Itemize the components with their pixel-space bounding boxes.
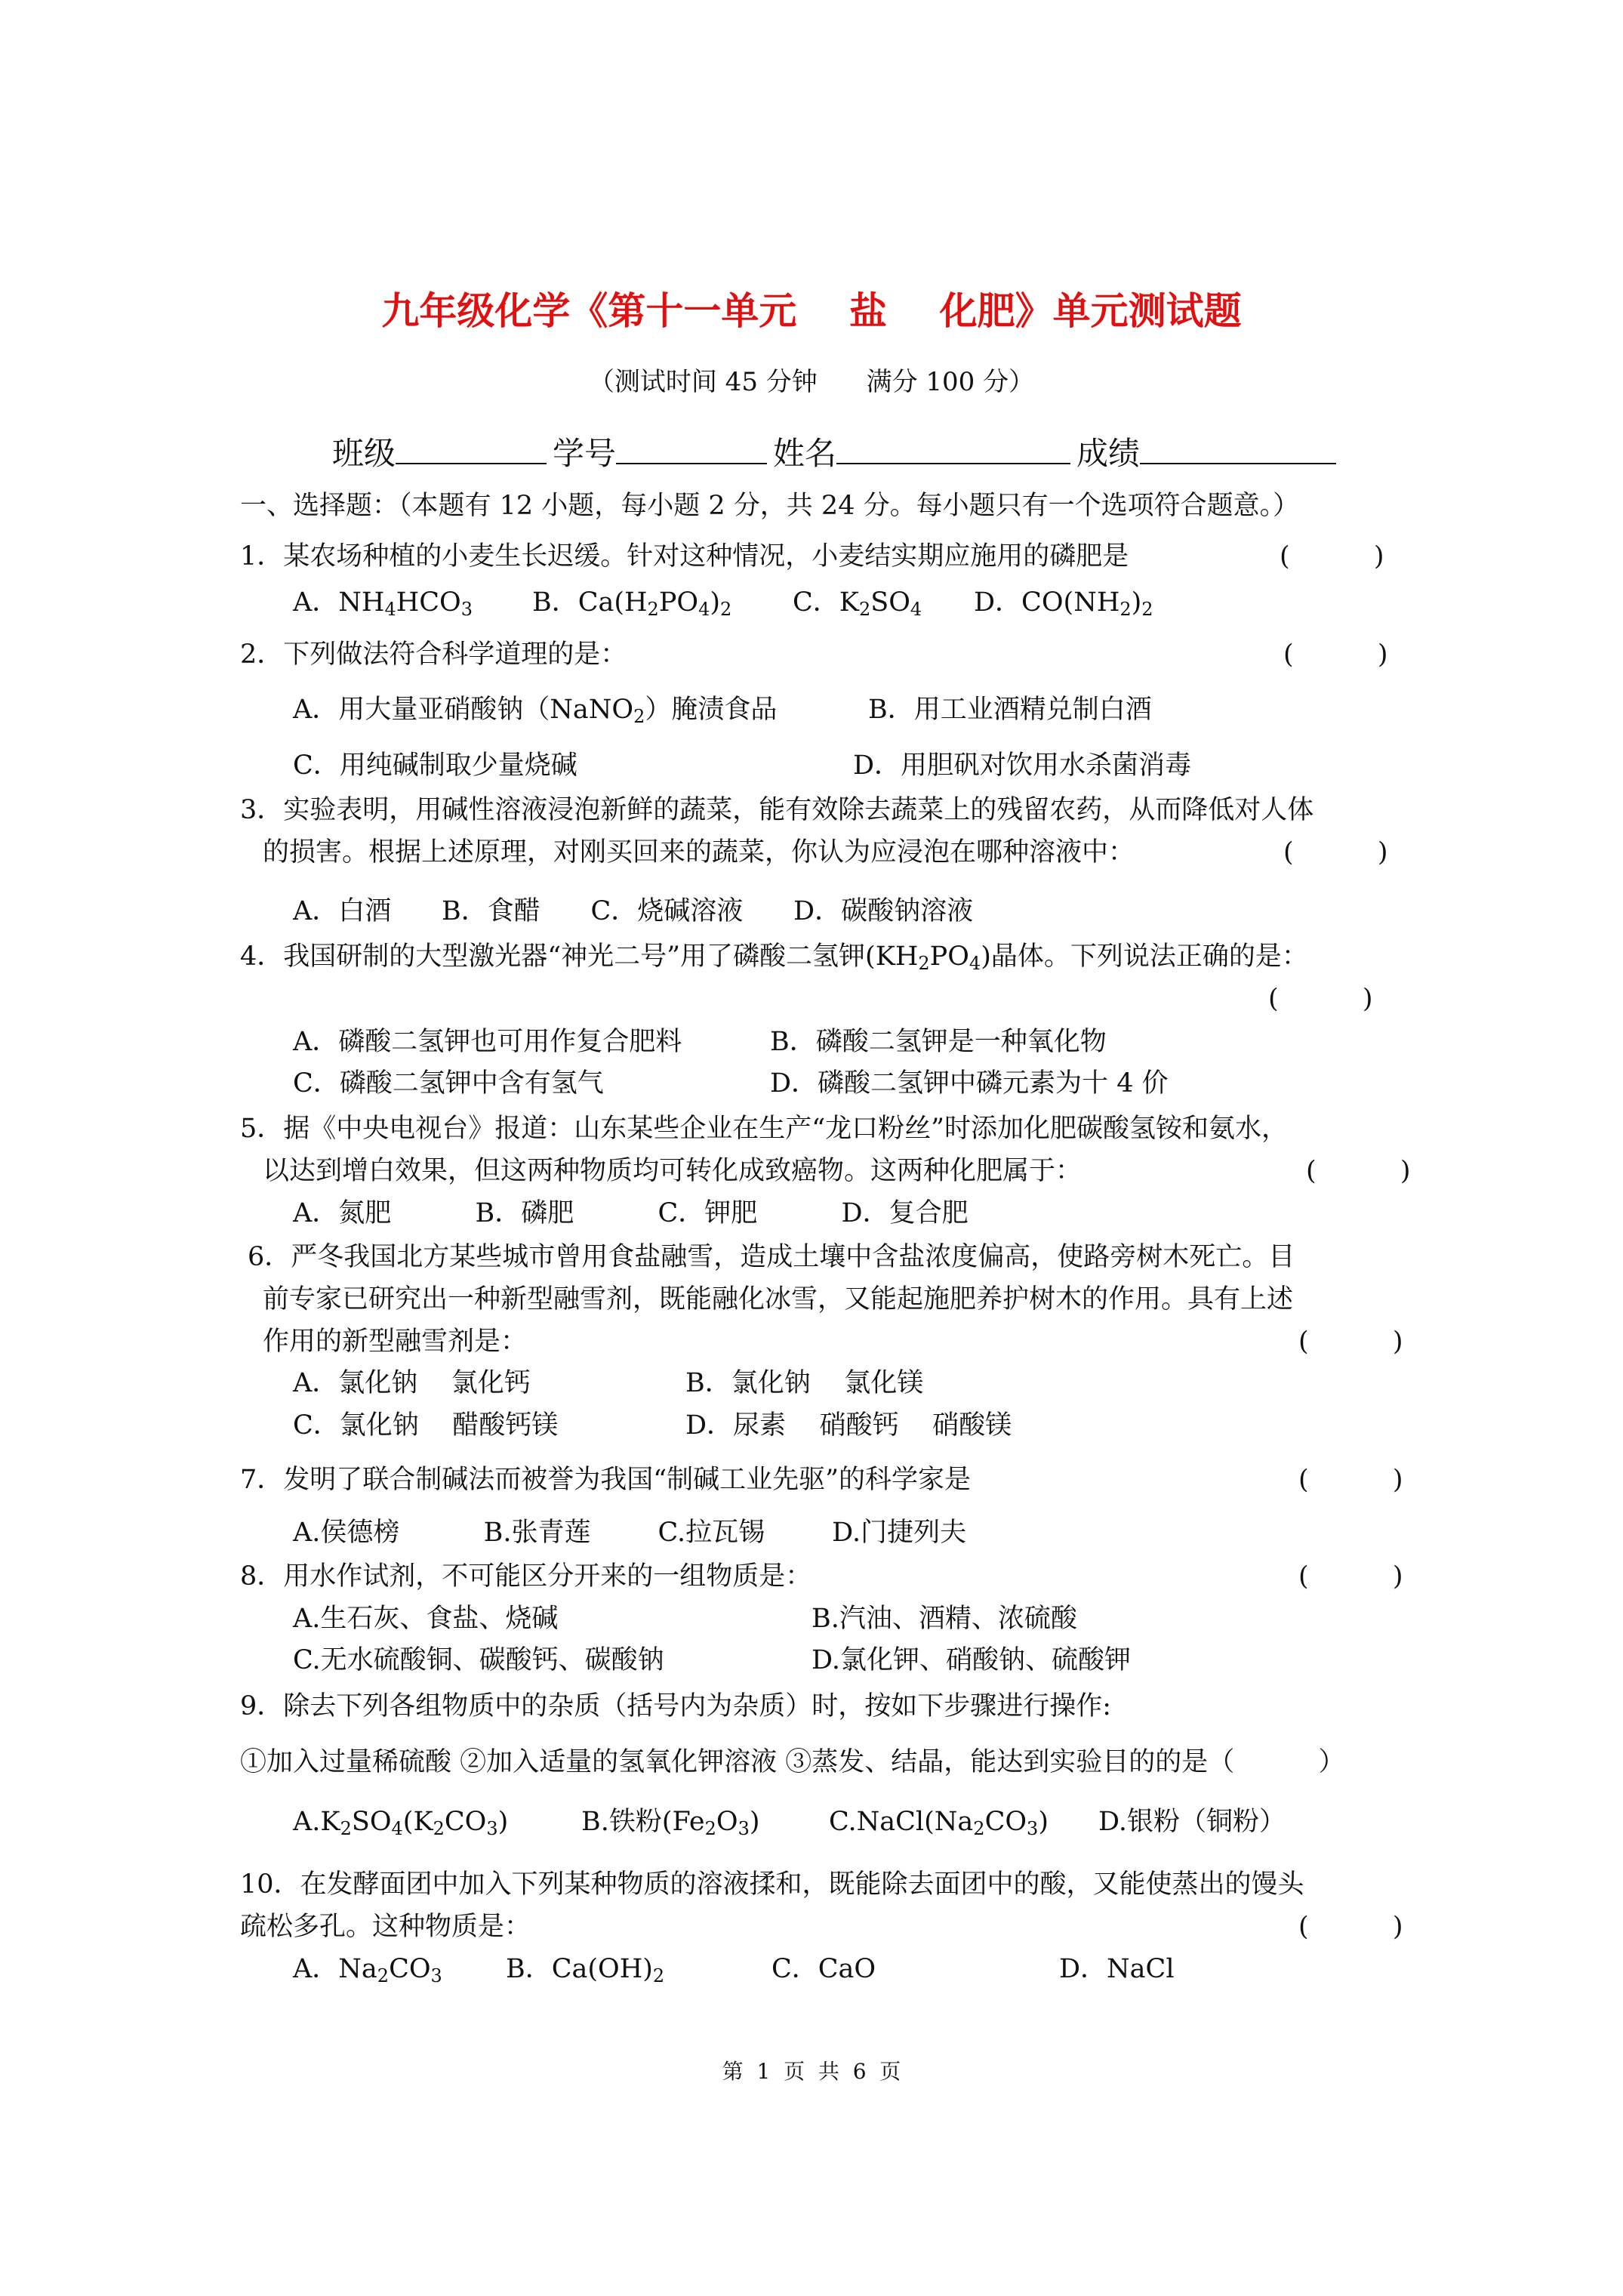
- q9-option-b: B.铁粉$(Fe_2O_3)$: [581, 1807, 760, 1839]
- student-no-label: 学号: [553, 435, 617, 472]
- q2-option-b: B．用工业酒精兑制白酒: [868, 695, 1152, 725]
- student-info-fields: [332, 429, 1342, 474]
- q10-stem-line2: 疏松多孔。这种物质是：: [240, 1912, 531, 1942]
- class-blank: [396, 431, 547, 464]
- q1-option-b: B．$Ca(H_2PO_4)_2$: [532, 587, 732, 620]
- q6-answer-paren: ( ): [1298, 1327, 1403, 1357]
- q6-stem-line3: 作用的新型融雪剂是：: [263, 1327, 528, 1357]
- score-label: 成绩: [1076, 435, 1141, 472]
- q8-option-b: B.汽油、酒精、浓硫酸: [812, 1604, 1077, 1634]
- q3-answer-paren: ( ): [1283, 837, 1388, 868]
- exam-subtitle: （测试时间 45 分钟 满分 100 分）: [588, 367, 1035, 397]
- q9-stem-line1: 9．除去下列各组物质中的杂质（括号内为杂质）时，按如下步骤进行操作:: [240, 1691, 1112, 1721]
- q1-option-c: C．$K_2SO_4$: [793, 587, 922, 620]
- q6-option-d: D．尿素 硝酸钙 硝酸镁: [685, 1410, 1012, 1441]
- q1-option-a: A．$NH_4HCO_3$: [293, 587, 473, 620]
- q4-stem: 4．我国研制的大型激光器“神光二号”用了磷酸二氢钾$(KH_2PO_4)$晶体。下列说法正确的是：: [240, 942, 1308, 974]
- q4-option-a: A．磷酸二氢钾也可用作复合肥料: [293, 1027, 682, 1057]
- q6-stem-line1: 6．严冬我国北方某些城市曾用食盐融雪，造成土壤中含盐浓度偏高，使路旁树木死亡。目: [248, 1242, 1295, 1272]
- q6-option-a: A．氯化钠 氯化钙: [293, 1368, 531, 1398]
- q8-stem: 8．用水作试剂，不可能区分开来的一组物质是：: [240, 1561, 812, 1592]
- q2-stem: 2．下列做法符合科学道理的是：: [240, 639, 627, 670]
- q2-option-d: D．用胆矾对饮用水杀菌消毒: [853, 750, 1192, 781]
- q1-option-d: D．$CO(NH_2)_2$: [974, 587, 1153, 620]
- q8-answer-paren: ( ): [1298, 1561, 1403, 1592]
- q9-option-c: $C.NaCl(Na_2CO_3)$: [829, 1807, 1049, 1839]
- q5-options: A．氮肥 B．磷肥 C．钾肥 D．复合肥: [293, 1198, 969, 1228]
- q8-option-d: D.氯化钾、硝酸钠、硫酸钾: [812, 1645, 1131, 1675]
- q2-answer-paren: ( ): [1283, 639, 1388, 670]
- q1-stem: 1．某农场种植的小麦生长迟缓。针对这种情况，小麦结实期应施用的磷肥是: [240, 541, 1129, 572]
- q8-option-a: A.生石灰、食盐、烧碱: [293, 1604, 559, 1634]
- q2-option-a: A．用大量亚硝酸钠（NaNO$_2$）腌渍食品: [293, 695, 778, 727]
- q3-options: A．白酒 B．食醋 C．烧碱溶液 D．碳酸钠溶液: [293, 896, 974, 926]
- q10-stem-line1: 10．在发酵面团中加入下列某种物质的溶液揉和，既能除去面团中的酸，又能使蒸出的馒头: [240, 1869, 1304, 1900]
- page-title: 九年级化学《第十一单元 盐 化肥》单元测试题: [381, 288, 1242, 333]
- q10-option-a: A．$Na_2CO_3$: [293, 1954, 442, 1986]
- q10-option-d: D．NaCl: [1059, 1954, 1175, 1984]
- q3-stem-line2: 的损害。根据上述原理，对刚买回来的蔬菜，你认为应浸泡在哪种溶液中：: [263, 837, 1135, 868]
- name-label: 姓名: [773, 435, 837, 472]
- q6-stem-line2: 前专家已研究出一种新型融雪剂，既能融化冰雪，又能起施肥养护树木的作用。具有上述: [263, 1284, 1294, 1314]
- section-heading: 一、选择题：（本题有 12 小题，每小题 2 分，共 24 分。每小题只有一个选项符合题意。）: [240, 491, 1300, 521]
- q4-option-d: D．磷酸二氢钾中磷元素为十 4 价: [770, 1068, 1169, 1099]
- q7-options: A.侯德榜 B.张青莲 C.拉瓦锡 D.门捷列夫: [293, 1518, 967, 1548]
- page-footer: 第 1 页 共 6 页: [722, 2059, 901, 2084]
- q1-answer-paren: ( ): [1280, 541, 1384, 572]
- name-blank: [836, 431, 1070, 464]
- q5-stem-line1: 5．据《中央电视台》报道：山东某些企业在生产“龙口粉丝”时添加化肥碳酸氢铵和氨水，: [240, 1114, 1289, 1144]
- q5-answer-paren: ( ): [1306, 1156, 1411, 1186]
- q4-answer-paren: ( ): [1268, 984, 1373, 1014]
- q6-option-b: B．氯化钠 氯化镁: [685, 1368, 924, 1398]
- q10-option-c: C．CaO: [771, 1954, 876, 1984]
- q4-option-c: C．磷酸二氢钾中含有氢气: [293, 1068, 604, 1099]
- q9-option-d: D.银粉（铜粉）: [1098, 1807, 1286, 1837]
- q8-option-c: C.无水硫酸铜、碳酸钙、碳酸钠: [293, 1645, 664, 1675]
- q9-stem-line2: ①加入过量稀硫酸 ②加入适量的氢氧化钾溶液 ③蒸发、结晶，能达到实验目的的是（ ）: [240, 1747, 1345, 1777]
- score-blank: [1140, 431, 1336, 464]
- student-no-blank: [616, 431, 767, 464]
- q7-answer-paren: ( ): [1298, 1465, 1403, 1495]
- q7-stem: 7．发明了联合制碱法而被誉为我国“制碱工业先驱”的科学家是: [240, 1465, 972, 1495]
- q4-option-b: B．磷酸二氢钾是一种氧化物: [770, 1027, 1107, 1057]
- q3-stem-line1: 3．实验表明，用碱性溶液浸泡新鲜的蔬菜，能有效除去蔬菜上的残留农药，从而降低对人体: [240, 795, 1314, 825]
- class-label: 班级: [332, 435, 396, 472]
- q2-option-c: C．用纯碱制取少量烧碱: [293, 750, 577, 781]
- q6-option-c: C．氯化钠 醋酸钙镁: [293, 1410, 559, 1441]
- q10-option-b: B．$Ca(OH)_2$: [506, 1954, 665, 1986]
- q5-stem-line2: 以达到增白效果，但这两种物质均可转化成致癌物。这两种化肥属于：: [263, 1156, 1083, 1186]
- q10-answer-paren: ( ): [1298, 1912, 1403, 1942]
- q9-option-a: $A.K_2SO_4(K_2CO_3)$: [293, 1807, 509, 1839]
